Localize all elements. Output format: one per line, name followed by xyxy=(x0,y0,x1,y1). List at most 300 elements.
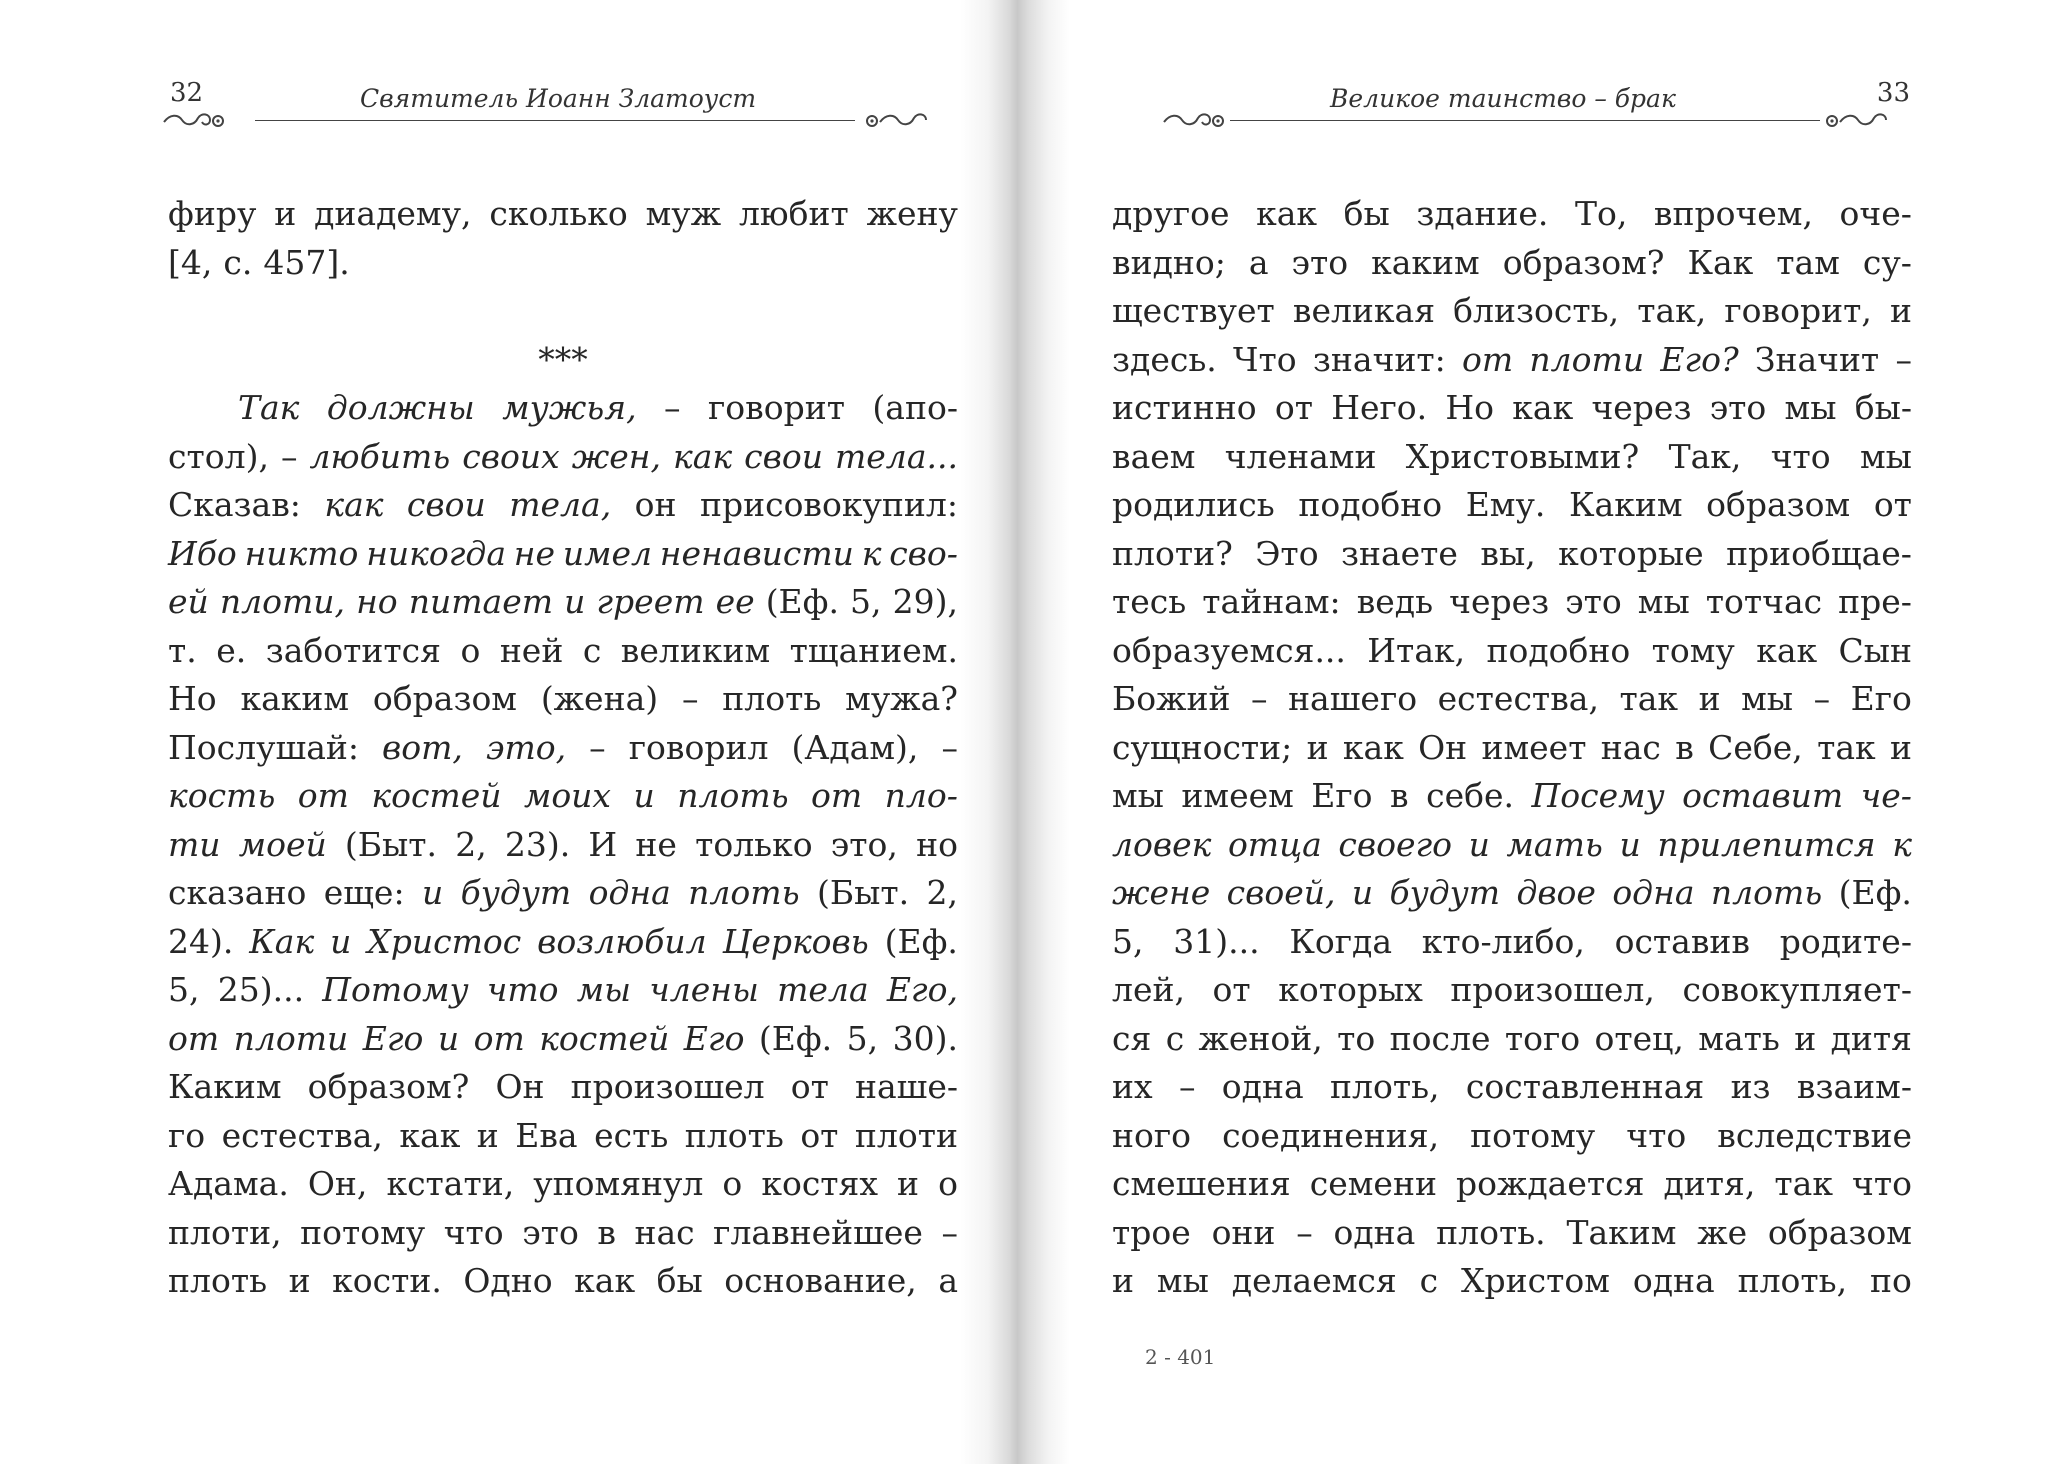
word: одна xyxy=(1333,1212,1416,1252)
word: Когда xyxy=(1289,921,1393,961)
text-line xyxy=(1112,578,1912,627)
header-rule xyxy=(1230,120,1820,121)
word: и xyxy=(330,921,352,961)
word: – xyxy=(1296,1212,1313,1252)
word: с. xyxy=(223,242,253,282)
word: это xyxy=(1709,388,1767,427)
word: и xyxy=(437,1018,460,1058)
text-line xyxy=(1112,530,1912,579)
word: от xyxy=(297,776,349,815)
text-line xyxy=(168,190,958,239)
word: говорит, xyxy=(1724,291,1872,330)
word: рождается xyxy=(1456,1164,1645,1203)
word: 24). xyxy=(168,921,234,961)
word: к xyxy=(861,533,882,573)
right-page-header xyxy=(1120,78,1920,128)
word: 5, xyxy=(850,582,882,621)
word: естества, xyxy=(1437,679,1599,718)
word: бы xyxy=(1343,194,1390,233)
word: Его, xyxy=(886,970,958,1009)
word: и xyxy=(288,1261,311,1300)
text-line xyxy=(168,1257,958,1306)
word: мы xyxy=(1156,1261,1209,1300)
word: соединения, xyxy=(1222,1115,1440,1155)
word: Сын xyxy=(1838,630,1912,670)
word: приобщае- xyxy=(1726,533,1912,573)
word: так xyxy=(1774,1164,1833,1203)
word: видно; xyxy=(1112,242,1226,282)
word: из xyxy=(1730,1067,1771,1106)
word: и xyxy=(1619,824,1641,864)
text-line xyxy=(168,1015,958,1064)
word: здесь. xyxy=(1112,339,1217,379)
word: дитя xyxy=(1830,1018,1912,1058)
word: моей xyxy=(238,824,327,864)
text-line xyxy=(168,918,958,967)
word: что xyxy=(443,1212,504,1252)
word: Одно xyxy=(463,1261,553,1300)
word: плоть xyxy=(684,1115,784,1155)
word: вследствие xyxy=(1717,1115,1912,1155)
word: плоть. xyxy=(1436,1212,1546,1252)
word: и xyxy=(1468,824,1490,864)
word: Он, xyxy=(307,1164,368,1203)
word: Адама. xyxy=(168,1164,289,1203)
word: никто xyxy=(244,533,359,573)
word: и xyxy=(274,194,297,233)
text-line xyxy=(1112,966,1912,1015)
word: и xyxy=(1889,727,1912,767)
text-line xyxy=(1112,675,1912,724)
word: мужья, xyxy=(502,388,637,427)
word: своих xyxy=(462,436,560,476)
word: оставит xyxy=(1682,776,1844,815)
word: любить xyxy=(309,436,451,476)
word: свои xyxy=(744,436,823,476)
text-line xyxy=(1112,239,1912,288)
word: по xyxy=(1870,1261,1912,1300)
word: это xyxy=(1565,582,1622,621)
word: *** xyxy=(538,339,588,379)
word: 25)... xyxy=(217,970,305,1009)
text-line xyxy=(168,384,958,433)
right-page xyxy=(1050,0,2048,1464)
word: моих xyxy=(523,776,612,815)
word: главнейшее xyxy=(713,1212,923,1252)
word: которые xyxy=(1558,533,1704,573)
word: и xyxy=(633,776,655,815)
text-line xyxy=(168,1209,958,1258)
word: мать xyxy=(1698,1018,1780,1058)
word: с xyxy=(1165,1018,1185,1058)
word: 23). xyxy=(504,824,571,864)
word: к xyxy=(1892,824,1912,864)
word: о xyxy=(460,630,481,670)
flourish-ornament-icon xyxy=(160,108,230,130)
word: своего xyxy=(1338,824,1453,864)
word: имел xyxy=(562,533,652,573)
word: так xyxy=(1817,727,1876,767)
text-line xyxy=(1112,1160,1912,1209)
flourish-ornament-icon xyxy=(860,108,930,130)
word: значит: xyxy=(1312,339,1446,379)
word: (жена) xyxy=(540,679,659,718)
word: плоти? xyxy=(1112,533,1233,573)
word: здание. xyxy=(1416,194,1549,233)
word: имеет xyxy=(1481,727,1587,767)
word: присовокупил: xyxy=(699,485,958,524)
text-line xyxy=(168,627,958,676)
word: там xyxy=(1776,242,1840,282)
word: тщанием. xyxy=(789,630,958,670)
text-line xyxy=(1112,433,1912,482)
word: делаемся xyxy=(1231,1261,1397,1300)
word: То, xyxy=(1574,194,1628,233)
word: су- xyxy=(1862,242,1912,282)
word: (Быт. xyxy=(816,873,910,912)
text-line xyxy=(168,481,958,530)
word: их xyxy=(1112,1067,1153,1106)
word: это xyxy=(522,1212,579,1252)
word: другое xyxy=(1112,194,1230,233)
word: как xyxy=(399,1115,461,1155)
word: (Адам), xyxy=(791,727,919,767)
word: Посему xyxy=(1531,776,1665,815)
word: образуемся... xyxy=(1112,630,1346,670)
word: члены xyxy=(649,970,759,1009)
text-line xyxy=(168,724,958,773)
text-line xyxy=(1112,287,1912,336)
word: он xyxy=(634,485,677,524)
text-line xyxy=(168,1112,958,1161)
word: от xyxy=(168,1018,220,1058)
word: – xyxy=(1813,679,1831,718)
word: свои xyxy=(406,485,486,524)
word: – xyxy=(1251,679,1268,718)
word: сказано xyxy=(168,873,307,912)
word: после xyxy=(1389,1018,1491,1058)
word: Как xyxy=(249,921,315,961)
word: а xyxy=(938,1261,958,1300)
word: – xyxy=(681,679,699,718)
word: е. xyxy=(216,630,247,670)
running-head: Великое таинство – брак xyxy=(1330,84,1676,113)
word: мужа? xyxy=(845,679,958,718)
word: отец, xyxy=(1594,1018,1684,1058)
word: Но xyxy=(1445,388,1495,427)
word: костей xyxy=(371,776,502,815)
word: Сказав: xyxy=(168,485,301,524)
word: через xyxy=(1591,388,1692,427)
word: и xyxy=(564,582,586,621)
word: Так xyxy=(238,388,300,427)
word: что xyxy=(486,970,559,1009)
word: плоти xyxy=(233,1018,349,1058)
word: в xyxy=(597,1212,616,1252)
word: 457]. xyxy=(263,242,350,282)
word: сущности; xyxy=(1112,727,1293,767)
text-line xyxy=(168,239,958,288)
word: тотчас xyxy=(1705,582,1823,621)
word: от xyxy=(800,1115,839,1155)
text-line xyxy=(1112,384,1912,433)
word: пре- xyxy=(1838,582,1912,621)
word: подобно xyxy=(1298,485,1443,524)
word: не xyxy=(635,824,677,864)
word: кто-либо, xyxy=(1421,921,1585,961)
word: ее xyxy=(715,582,755,621)
word: вы, xyxy=(1480,533,1536,573)
word: муж xyxy=(645,194,722,233)
word: членами xyxy=(1224,436,1377,476)
word: Потому xyxy=(322,970,469,1009)
word: нас xyxy=(634,1212,695,1252)
word: 2, xyxy=(926,873,958,912)
word: Ибо xyxy=(168,533,237,573)
word: жен, xyxy=(571,436,661,476)
word: каким xyxy=(240,679,350,718)
word: близость, xyxy=(1453,291,1620,330)
word: ся xyxy=(1112,1018,1152,1058)
word: будут xyxy=(460,873,572,912)
word: так xyxy=(1619,679,1679,718)
word: вот, xyxy=(382,727,463,767)
word: смешения xyxy=(1112,1164,1291,1203)
text-line xyxy=(1112,724,1912,773)
page-number: 32 xyxy=(170,78,204,108)
word: мы xyxy=(1784,388,1837,427)
word: Таким xyxy=(1566,1212,1677,1252)
word: Каким xyxy=(1569,485,1683,524)
word: и xyxy=(1112,1261,1134,1300)
word: го xyxy=(168,1115,206,1155)
word: образом? xyxy=(1502,242,1665,282)
word: впрочем, xyxy=(1653,194,1813,233)
word: ществует xyxy=(1112,291,1275,330)
word: Ему. xyxy=(1465,485,1546,524)
word: это, xyxy=(485,727,567,767)
word: того xyxy=(1504,1018,1581,1058)
word: потому xyxy=(1470,1115,1596,1155)
word: плоти xyxy=(1529,339,1645,379)
word: они xyxy=(1211,1212,1276,1252)
word: Как xyxy=(1687,242,1754,282)
word: (апо- xyxy=(872,388,958,427)
left-page xyxy=(0,0,1000,1464)
word: как xyxy=(1342,727,1404,767)
word: Христовыми? xyxy=(1405,436,1640,476)
word: ваем xyxy=(1112,436,1196,476)
word: естества, xyxy=(221,1115,383,1155)
word: (Быт. xyxy=(344,824,438,864)
word: говорит xyxy=(707,388,845,427)
word: Он xyxy=(1418,727,1468,767)
word: и xyxy=(476,1115,499,1155)
word: мы xyxy=(1637,582,1690,621)
word: от xyxy=(1873,485,1912,524)
word: лей, xyxy=(1112,970,1185,1009)
word: с xyxy=(582,630,602,670)
word: – xyxy=(941,727,958,767)
word: Его xyxy=(362,1018,424,1058)
word: фиру xyxy=(168,194,257,233)
word: Послушай: xyxy=(168,727,359,767)
word: упомянул xyxy=(533,1164,704,1203)
word: – xyxy=(664,388,681,427)
word: как xyxy=(1756,630,1818,670)
word: жене xyxy=(1112,873,1211,912)
word: произошел, xyxy=(1450,970,1655,1009)
word: заботится xyxy=(265,630,441,670)
word: как xyxy=(574,1261,636,1300)
word: (Еф. xyxy=(884,921,958,961)
word: от xyxy=(811,776,863,815)
printer-signature-mark: 2 - 401 xyxy=(1145,1345,1216,1369)
word: плоти, xyxy=(168,1212,282,1252)
word: любит xyxy=(738,194,849,233)
text-line xyxy=(1112,336,1912,385)
text-line xyxy=(1112,869,1912,918)
word: – xyxy=(280,436,298,476)
word: бы- xyxy=(1854,388,1912,427)
word: 29), xyxy=(892,582,958,621)
flourish-ornament-icon xyxy=(1160,108,1230,130)
word: отца xyxy=(1227,824,1322,864)
word: кость xyxy=(168,776,276,815)
word: одна xyxy=(1632,1261,1715,1300)
word: питает xyxy=(408,582,554,621)
text-line xyxy=(168,869,958,918)
word: образом xyxy=(1706,485,1851,524)
word: о xyxy=(938,1164,958,1203)
text-line xyxy=(168,433,958,482)
word: но xyxy=(916,824,958,864)
page-number: 33 xyxy=(1876,78,1910,108)
word: мы xyxy=(1860,436,1912,476)
word: Божий xyxy=(1112,679,1231,718)
word: (Еф. xyxy=(765,582,839,621)
word: тела, xyxy=(509,485,612,524)
word: 2, xyxy=(455,824,487,864)
text-line xyxy=(1112,190,1912,239)
word: это xyxy=(1291,242,1349,282)
running-head: Святитель Иоанн Златоуст xyxy=(360,84,757,113)
word: еще: xyxy=(323,873,405,912)
word: ей xyxy=(168,582,209,621)
word: а xyxy=(1248,242,1269,282)
header-rule xyxy=(255,120,855,121)
word: Его xyxy=(683,1018,745,1058)
word: одна xyxy=(588,873,671,912)
left-page-header xyxy=(160,78,960,128)
word: плоть xyxy=(168,1261,268,1300)
text-line xyxy=(168,530,958,579)
word: че- xyxy=(1860,776,1912,815)
word: костей xyxy=(539,1018,670,1058)
word: от xyxy=(1462,339,1514,379)
text-line xyxy=(1112,1015,1912,1064)
word: плоть, xyxy=(1737,1261,1848,1300)
text-line xyxy=(168,966,958,1015)
text-line xyxy=(168,675,958,724)
word: Христос xyxy=(367,921,522,961)
text-line xyxy=(1112,821,1912,870)
word: от xyxy=(473,1018,525,1058)
word: Ева xyxy=(515,1115,578,1155)
word: возлюбил xyxy=(537,921,707,961)
word: мать xyxy=(1506,824,1603,864)
word: так, xyxy=(1637,291,1707,330)
word: Его xyxy=(1850,679,1912,718)
word: плоти xyxy=(854,1115,958,1155)
text-line xyxy=(1112,1257,1912,1306)
word: с xyxy=(1419,1261,1439,1300)
word: совокупляет- xyxy=(1682,970,1912,1009)
word: мы xyxy=(576,970,631,1009)
text-line xyxy=(1112,627,1912,676)
flourish-ornament-icon xyxy=(1820,108,1890,130)
word: – xyxy=(1178,1067,1196,1106)
word: ненависти xyxy=(659,533,854,573)
paragraph-gap xyxy=(168,287,958,336)
word: – xyxy=(1895,339,1912,379)
word: как xyxy=(1512,388,1574,427)
word: – xyxy=(941,1212,958,1252)
text-line xyxy=(1112,481,1912,530)
word: нас xyxy=(1600,727,1661,767)
word: через xyxy=(1449,582,1550,621)
text-line xyxy=(1112,918,1912,967)
word: 5, xyxy=(846,1018,879,1058)
word: тела... xyxy=(834,436,958,476)
word: Его xyxy=(1311,776,1373,815)
word: двое xyxy=(1516,873,1596,912)
text-line xyxy=(168,821,958,870)
word: имеем xyxy=(1181,776,1294,815)
text-line xyxy=(1112,1112,1912,1161)
word: стол), xyxy=(168,436,269,476)
word: плоти, xyxy=(219,582,346,621)
word: [4, xyxy=(168,242,213,282)
word: и xyxy=(1698,679,1721,718)
word: костях xyxy=(761,1164,878,1203)
word: пло- xyxy=(884,776,958,815)
word: и xyxy=(1306,727,1329,767)
word: образом? xyxy=(307,1067,470,1106)
word: тому xyxy=(1651,630,1735,670)
word: плоть, xyxy=(1330,1067,1440,1106)
word: взаим- xyxy=(1796,1067,1912,1106)
word: одна xyxy=(1221,1067,1304,1106)
right-page-body xyxy=(1112,190,1912,1306)
word: образом xyxy=(372,679,517,718)
word: то xyxy=(1337,1018,1376,1058)
word: тела xyxy=(777,970,869,1009)
word: как xyxy=(324,485,384,524)
word: жену xyxy=(866,194,958,233)
word: от xyxy=(1274,388,1313,427)
word: ного xyxy=(1112,1115,1192,1155)
word: что xyxy=(1626,1115,1687,1155)
word: дитя, xyxy=(1663,1164,1756,1203)
word: и xyxy=(897,1164,920,1203)
word: т. xyxy=(168,630,197,670)
word: Значит xyxy=(1754,339,1880,379)
text-line xyxy=(168,1063,958,1112)
word: подобно xyxy=(1486,630,1631,670)
word: о xyxy=(722,1164,743,1203)
word: (Еф. xyxy=(758,1018,833,1058)
